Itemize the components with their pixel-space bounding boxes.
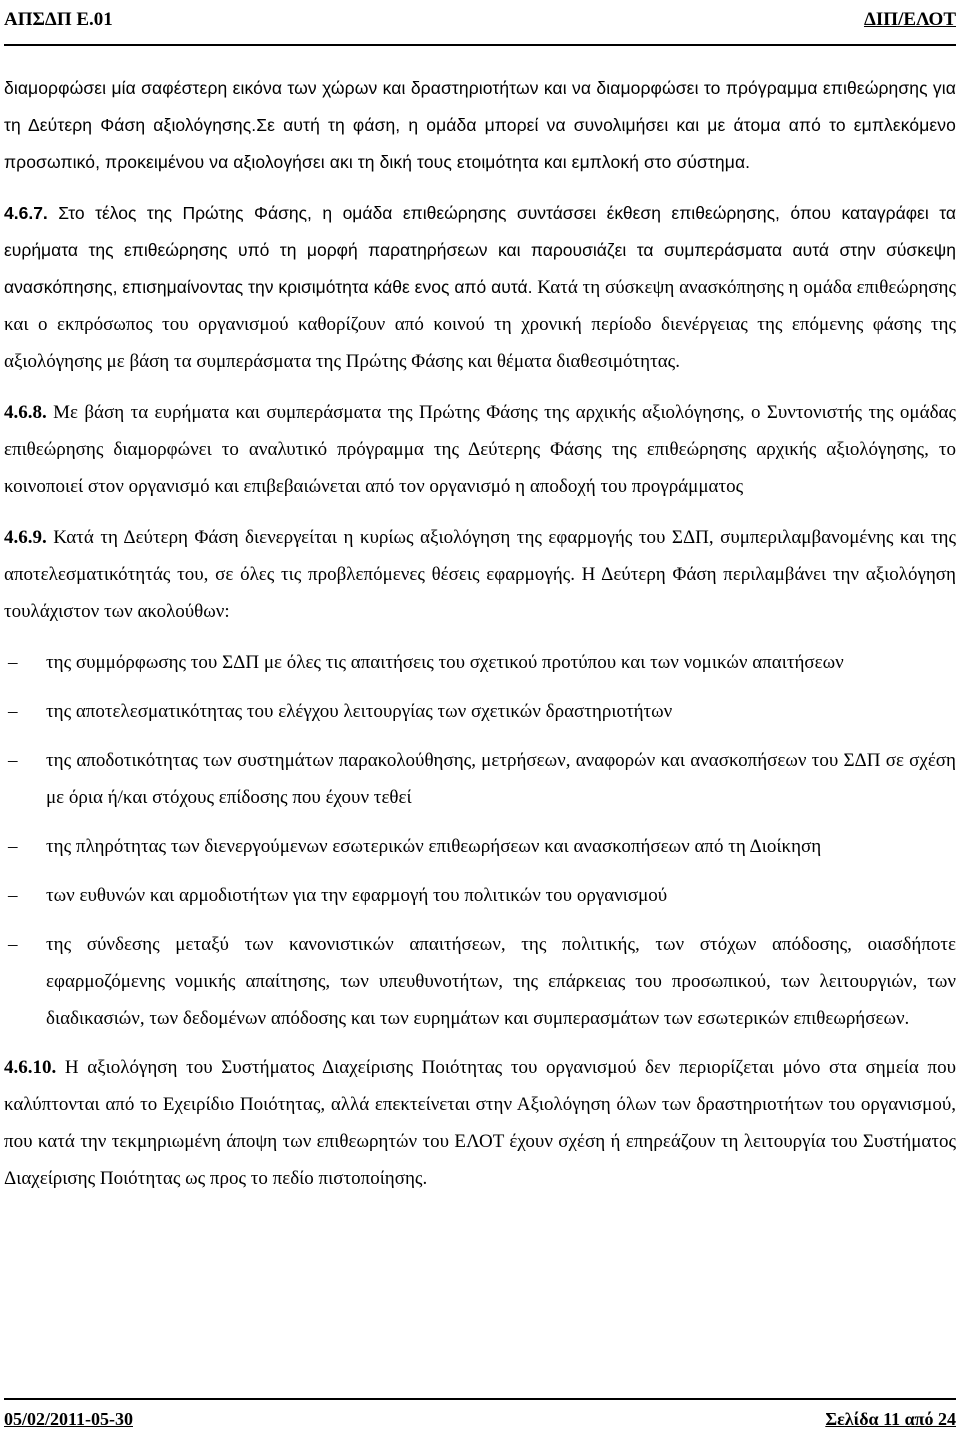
- section-number: 4.6.7.: [4, 203, 48, 223]
- section-text: Με βάση τα ευρήματα και συμπεράσματα της Πρώτης Φάσης της αρχικής αξιολόγησης, ο Συντονιστής της ομάδας επιθεώρησης διαμορφώνει το αναλυτικό πρόγραμμα της Δεύτερης Φάσης της επιθεώρησης αρχικής αξιολόγησης, το κοινοποιεί στον οργανισμό και επιβεβαιώνεται από τον οργανισμό η αποδοχή του προγράμματος: [4, 402, 956, 497]
- section-4-6-10: [4, 1049, 956, 1197]
- section-4-6-8: [4, 394, 956, 505]
- page-number: Σελίδα 11 από 24: [825, 1409, 956, 1429]
- section-number: 4.6.10.: [4, 1057, 57, 1078]
- list-item-text: της σύνδεσης μεταξύ των κανονιστικών απαιτήσεων, της πολιτικής, των στόχων απόδοσης, οιασδήποτε εφαρμοζόμενης νομικής απαίτησης, των υπευθυνοτήτων, της επάρκειας του προσωπικού, των λειτουργιών, των διαδικασιών, των δεδομένων απόδοσης και των ευρημάτων και συμπερασμάτων των εσωτερικών επιθεωρήσεων.: [46, 934, 956, 1029]
- list-item: [4, 644, 956, 681]
- list-item: [4, 742, 956, 816]
- intro-text-part2: Σε αυτή τη φάση, η ομάδα μπορεί να συνολιμήσει και με άτομα από το εμπλεκόμενο προσωπικό, προκειμένου να αξιολογήσει ακι τη δική τους ετοιμότητα και εμπλοκή στο σύστημα.: [4, 115, 956, 172]
- section-text: Η αξιολόγηση του Συστήματος Διαχείρισης Ποιότητας του οργανισμού δεν περιορίζεται μόνο στα σημεία που καλύπτονται από το Εχειρίδιο Ποιότητας, αλλά επεκτείνεται στην Αξιολόγηση όλων των δραστηριοτήτων του οργανισμού, που κατά την τεκμηριωμένη άποψη των επιθεωρητών του ΕΛΟΤ έχουν σχέση ή επηρεάζουν τη λειτουργία του Συστήματος Διαχείρισης Ποιότητας ως προς το πεδίο πιστοποίησης.: [4, 1057, 956, 1189]
- dash-bullet: –: [8, 701, 18, 722]
- list-item: [4, 926, 956, 1037]
- intro-text-part1: διαμορφώσει μία σαφέστερη εικόνα των χώρων και δραστηριοτήτων και να διαμορφώσει το πρόγραμμα επιθεώρησης για τη Δεύτερη Φάση αξιολόγησης.: [4, 78, 956, 135]
- list-item-text: της πληρότητας των διενεργούμενων εσωτερικών επιθεωρήσεων και ανασκοπήσεων από τη Διοίκηση: [46, 836, 822, 857]
- section-4-6-7: [4, 195, 956, 380]
- section-text: Κατά τη Δεύτερη Φάση διενεργείται η κυρίως αξιολόγηση της εφαρμογής του ΣΔΠ, συμπεριλαμβανομένης και της αποτελεσματικότητάς του, σε όλες τις προβλεπόμενες θέσεις εφαρμογής. Η Δεύτερη Φάση περιλαμβάνει την αξιολόγηση τουλάχιστον των ακολούθων:: [4, 527, 956, 622]
- intro-paragraph: [4, 70, 956, 181]
- section-text: Κατά τη σύσκεψη ανασκόπησης η ομάδα επιθεώρησης και ο εκπρόσωπος του οργανισμού καθορίζουν από κοινού τη χρονική περίοδο διενέργειας της επόμενης φάσης της αξιολόγησης με βάση τα συμπεράσματα της Πρώτης Φάσης και θέματα διαθεσιμότητας.: [4, 277, 956, 372]
- section-number: 4.6.8.: [4, 402, 47, 423]
- document-date: 05/02/2011-05-30: [4, 1409, 133, 1429]
- list-item-text: της αποδοτικότητας των συστημάτων παρακολούθησης, μετρήσεων, αναφορών και ανασκοπήσεων του ΣΔΠ σε σχέση με όρια ή/και στόχους επίδοσης που έχουν τεθεί: [46, 750, 956, 808]
- list-item: [4, 693, 956, 730]
- section-text-sans: Στο τέλος της Πρώτης Φάσης, η ομάδα επιθεώρησης συντάσσει έκθεση επιθεώρησης, όπου καταγράφει τα ευρήματα της επιθεώρησης υπό τη μορφή παρατηρήσεων και παρουσιάζει τα συμπεράσματα αυτά στην σύσκεψη ανασκόπησης, επισημαίνοντας την κρισιμότητα κάθε ενος από αυτά.: [4, 203, 956, 297]
- evaluation-criteria-list: [4, 644, 956, 1037]
- document-code: ΑΠΣΔΠ Ε.01: [4, 9, 113, 30]
- document-body: [4, 70, 956, 1211]
- list-item-text: των ευθυνών και αρμοδιοτήτων για την εφαρμογή του πολιτικών του οργανισμού: [46, 885, 668, 906]
- list-item-text: της αποτελεσματικότητας του ελέγχου λειτουργίας των σχετικών δραστηριοτήτων: [46, 701, 673, 722]
- dash-bullet: –: [8, 652, 18, 673]
- section-number: 4.6.9.: [4, 527, 47, 548]
- department-code: ΔΙΠ/ΕΛΟΤ: [863, 9, 956, 30]
- section-4-6-9: [4, 519, 956, 630]
- dash-bullet: –: [8, 836, 18, 857]
- dash-bullet: –: [8, 885, 18, 906]
- list-item: [4, 877, 956, 914]
- list-item-text: της συμμόρφωσης του ΣΔΠ με όλες τις απαιτήσεις του σχετικού προτύπου και των νομικών απαιτήσεων: [46, 652, 844, 673]
- dash-bullet: –: [8, 750, 18, 771]
- dash-bullet: –: [8, 934, 18, 955]
- list-item: [4, 828, 956, 865]
- page-header: [4, 0, 956, 46]
- page-footer: [4, 1398, 956, 1432]
